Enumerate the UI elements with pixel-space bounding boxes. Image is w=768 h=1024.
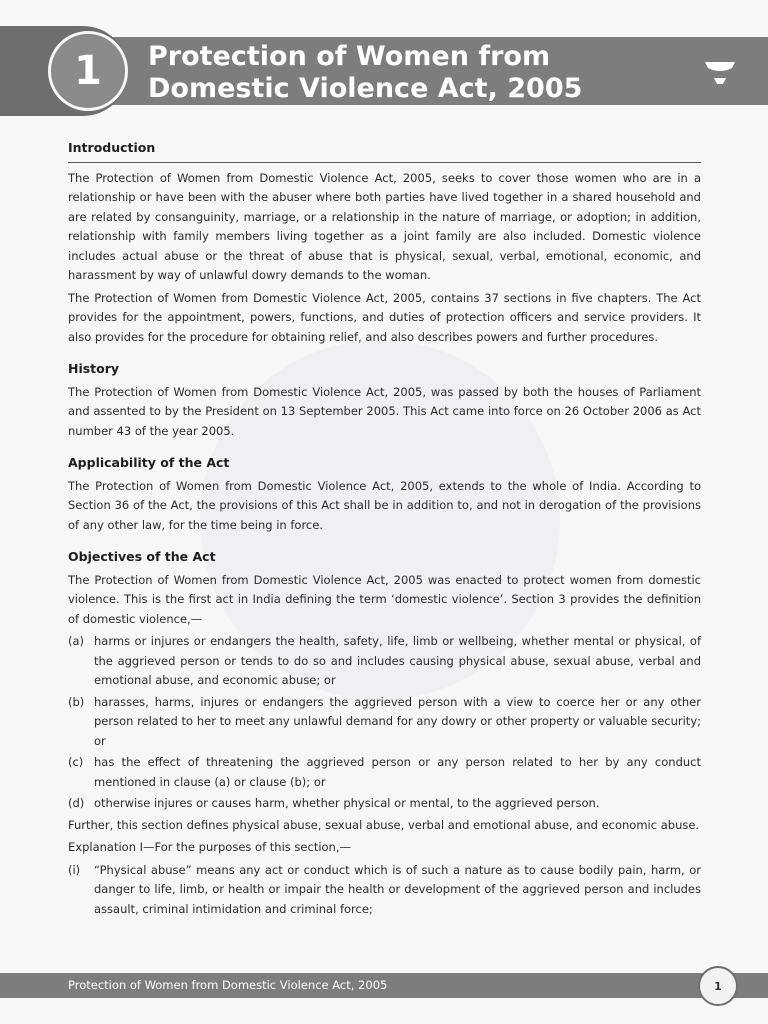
clause-text: harasses, harms, injures or endangers the aggrieved person with a view to coerce her or any other person related to her to meet any unlawful demand for any dowry or other property or valuable security; or <box>94 694 701 748</box>
introduction-paragraph-2: The Protection of Women from Domestic Violence Act, 2005, contains 37 sections in five chapters. The Act provides for the appointment, powers, functions, and duties of protection officers and service providers. It also provides for the procedure for obtaining relief, and also describes powers and further procedures. <box>68 290 701 344</box>
page-number-badge <box>698 966 738 1006</box>
chapter-number-badge <box>48 31 128 111</box>
clause-text: harms or injures or endangers the health, safety, life, limb or wellbeing, whether mental or physical, of the aggrieved person or tends to do so and includes causing physical abuse, sexual abuse, verbal and emotional abuse, and economic abuse; or <box>94 634 701 687</box>
clause-text: otherwise injures or causes harm, whether physical or mental, to the aggrieved person. <box>94 796 600 810</box>
clause-item <box>68 693 701 752</box>
clause-marker: (d) <box>68 796 85 810</box>
clause-item <box>68 794 701 814</box>
clause-item <box>68 753 701 792</box>
section-heading-introduction: Introduction <box>68 138 701 163</box>
clause-item <box>68 632 701 691</box>
clause-marker: (c) <box>68 755 84 769</box>
section-heading-applicability: Applicability of the Act <box>68 455 230 470</box>
sub-clause-item <box>68 861 701 920</box>
document-body <box>68 138 701 921</box>
chapter-number: 1 <box>74 48 102 94</box>
objectives-paragraph-1: The Protection of Women from Domestic Violence Act, 2005 was enacted to protect women from domestic violence. This is the first act in India defining the term ‘domestic violence’. Section 3 provides the definition of domestic violence,— <box>68 572 701 626</box>
introduction-paragraph-1: The Protection of Women from Domestic Violence Act, 2005, seeks to cover those women who are in a relationship or have been with the abuser where both parties have lived together in a shared household and are related by consanguinity, marriage, or a relationship in the nature of marriage, or adoption; in addition, relationship with family members living together as a joint family are also included. Domestic violence includes actual abuse or the threat of abuse that is physical, sexual, verbal, emotional, economic, and harassment by way of unlawful dowry demands to the woman. <box>68 170 701 282</box>
history-paragraph: The Protection of Women from Domestic Violence Act, 2005, was passed by both the houses of Parliament and assented to by the President on 13 September 2005. This Act came into force on 26 October 2006 as Act number 43 of the year 2005. <box>68 384 701 438</box>
brand-logo-icon <box>704 58 736 86</box>
chapter-title <box>148 41 668 105</box>
sub-clause-marker: (i) <box>68 862 81 877</box>
explanation-heading: Explanation I—For the purposes of this section,— <box>68 840 351 854</box>
chapter-title-line-2: Domestic Violence Act, 2005 <box>148 73 583 104</box>
clause-marker: (b) <box>68 694 85 709</box>
clause-marker: (a) <box>68 634 85 648</box>
footer-title: Protection of Women from Domestic Violence Act, 2005 <box>68 978 388 992</box>
objectives-paragraph-2: Further, this section defines physical abuse, sexual abuse, verbal and emotional abuse, and economic abuse. <box>68 817 700 832</box>
section-heading-history: History <box>68 361 120 376</box>
chapter-title-line-1: Protection of Women from <box>148 41 551 72</box>
page-number: 1 <box>714 979 722 993</box>
sub-clause-text: “Physical abuse” means any act or conduct which is of such a nature as to cause bodily pain, harm, or danger to life, limb, or health or impair the health or development of the aggrieved person and includes assault, criminal intimidation and criminal force; <box>94 862 701 916</box>
applicability-paragraph: The Protection of Women from Domestic Violence Act, 2005, extends to the whole of India. According to Section 36 of the Act, the provisions of this Act shall be in addition to, and not in derogation of the provisions of any other law, for the time being in force. <box>68 478 701 532</box>
section-heading-objectives: Objectives of the Act <box>68 549 216 564</box>
clause-text: has the effect of threatening the aggrieved person or any person related to her by any conduct mentioned in clause (a) or clause (b); or <box>94 755 701 789</box>
